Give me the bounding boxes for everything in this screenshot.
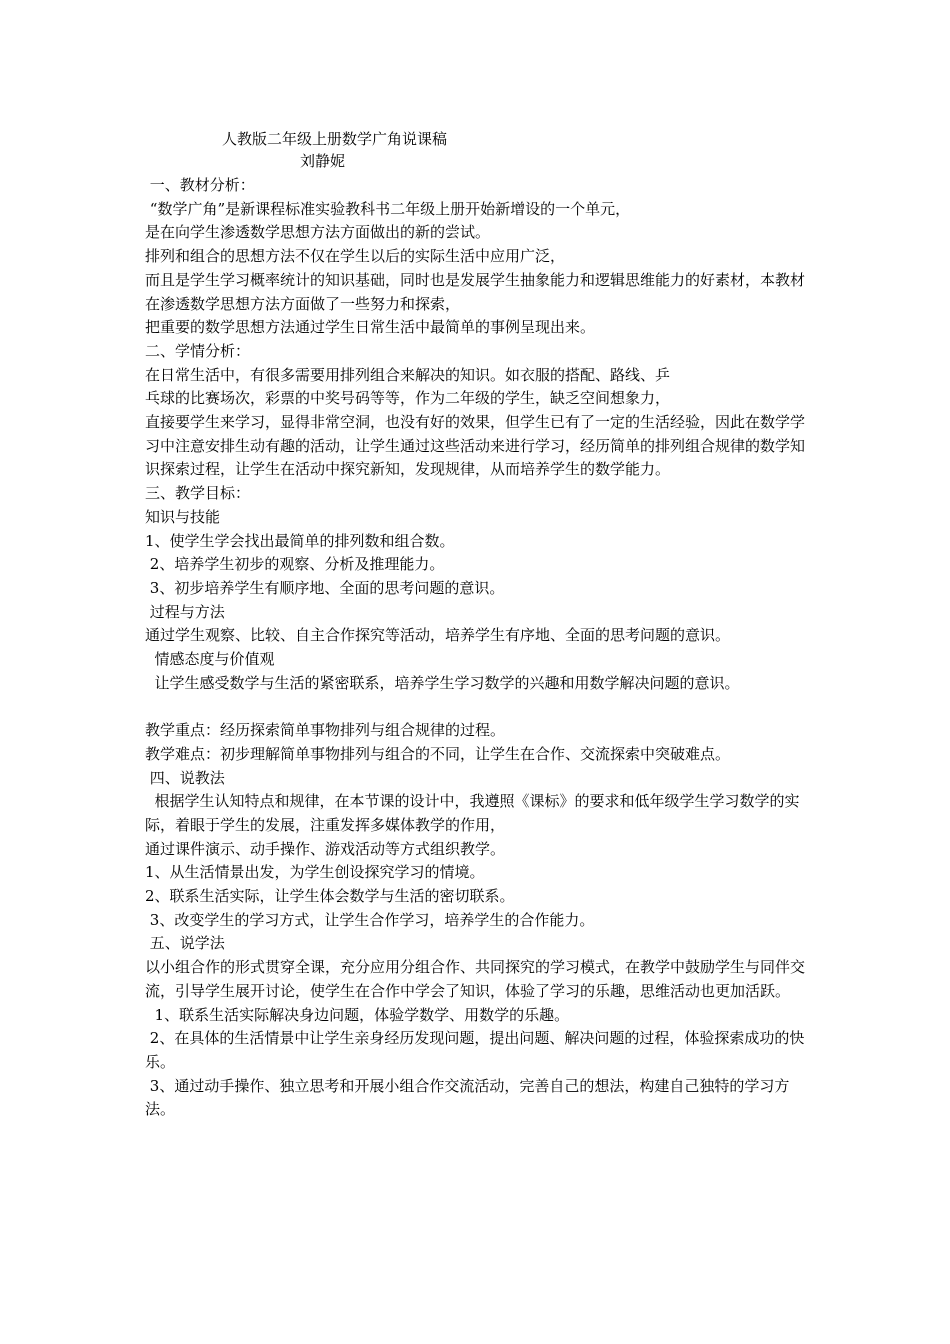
- section-heading: 三、教学目标：: [145, 484, 251, 503]
- subheading: 知识与技能: [145, 507, 221, 526]
- paragraph-line: 让学生感受数学与生活的紧密联系，培养学生学习数学的兴趣和用数学解决问题的意识。: [145, 673, 740, 692]
- document-body: [145, 174, 813, 1122]
- paragraph-line: 以小组合作的形式贯穿全课，充分应用分组合作、共同探究的学习模式，在教学中鼓励学生与同伴交流，引导学生展开讨论，使学生在合作中学会了知识，体验了学习的乐趣，思维活动也更加活跃。: [145, 958, 806, 1000]
- list-item: 2、联系生活实际，让学生体会数学与生活的密切联系。: [145, 887, 515, 906]
- list-item: 1、从生活情景出发，为学生创设探究学习的情境。: [145, 863, 485, 882]
- paragraph-line: 通过课件演示、动手操作、游戏活动等方式组织教学。: [145, 839, 506, 858]
- list-item: 3、改变学生的学习方式，让学生合作学习，培养学生的合作能力。: [145, 910, 595, 929]
- list-item: 2、培养学生初步的观察、分析及推理能力。: [145, 555, 445, 574]
- author-name: 刘静妮: [300, 152, 346, 170]
- blank-line: [145, 695, 813, 719]
- subheading: 情感态度与价值观: [145, 650, 275, 669]
- paragraph-line: 教学重点：经历探索简单事物排列与组合规律的过程。: [145, 721, 506, 740]
- section-heading: 五、说学法: [145, 934, 225, 953]
- paragraph-line: 排列和组合的思想方法不仅在学生以后的实际生活中应用广泛，: [145, 247, 566, 266]
- list-item: 1、联系生活实际解决身边问题，体验学数学、用数学的乐趣。: [145, 1005, 570, 1024]
- page-title: 人教版二年级上册数学广角说课稿: [222, 130, 448, 148]
- list-item: 2、在具体的生活情景中让学生亲身经历发现问题，提出问题、解决问题的过程，体验探索成功的快乐。: [145, 1029, 805, 1071]
- section-heading: 二、学情分析：: [145, 341, 251, 360]
- paragraph-line: “数学广角”是新课程标准实验教科书二年级上册开始新增设的一个单元，: [145, 199, 631, 218]
- paragraph-line: 根据学生认知特点和规律，在本节课的设计中，我遵照《课标》的要求和低年级学生学习数学的实际，着眼于学生的发展，注重发挥多媒体教学的作用，: [145, 792, 800, 834]
- section-heading: 四、说教法: [145, 768, 225, 787]
- section-heading: 一、教材分析：: [145, 176, 255, 194]
- paragraph-line: 通过学生观察、比较、自主合作探究等活动，培养学生有序地、全面的思考问题的意识。: [145, 626, 731, 645]
- paragraph-line: 直接要学生来学习，显得非常空洞，也没有好的效果，但学生已有了一定的生活经验，因此在数学学习中注意安排生动有趣的活动，让学生通过这些活动来进行学习，经历简单的排列组合规律的数学知识探索过程，让学生在活动中探究新知，发现规律，从而培养学生的数学能力。: [145, 413, 806, 479]
- list-item: 3、通过动手操作、独立思考和开展小组合作交流活动，完善自己的想法，构建自己独特的学习方法。: [145, 1076, 790, 1119]
- paragraph-line: 把重要的数学思想方法通过学生日常生活中最简单的事例呈现出来。: [145, 318, 596, 337]
- paragraph-line: 而且是学生学习概率统计的知识基础，同时也是发展学生抽象能力和逻辑思维能力的好素材，本教材在渗透数学思想方法方面做了一些努力和探索，: [145, 270, 806, 313]
- paragraph-line: 是在向学生渗透数学思想方法方面做出的新的尝试。: [145, 223, 491, 242]
- paragraph-line: 乓球的比赛场次，彩票的中奖号码等等，作为二年级的学生，缺乏空间想象力，: [145, 389, 671, 408]
- list-item: 1、使学生学会找出最简单的排列数和组合数。: [145, 531, 455, 550]
- list-item: 3、初步培养学生有顺序地、全面的思考问题的意识。: [145, 578, 505, 597]
- paragraph-line: 在日常生活中，有很多需要用排列组合来解决的知识。如衣服的搭配、路线、乒: [145, 365, 671, 384]
- paragraph-line: 教学难点：初步理解简单事物排列与组合的不同，让学生在合作、交流探索中突破难点。: [145, 744, 731, 763]
- subheading: 过程与方法: [145, 602, 225, 621]
